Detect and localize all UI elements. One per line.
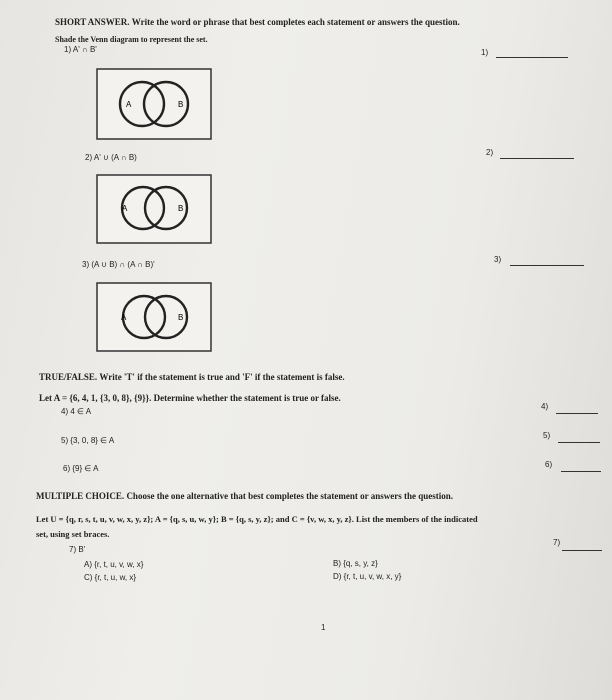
- multiple-choice-set-definition-cont: set, using set braces.: [36, 529, 110, 539]
- answer-blank-4[interactable]: [556, 413, 598, 414]
- question-2: 2) A' ∪ (A ∩ B): [85, 153, 137, 162]
- short-answer-text: Write the word or phrase that best completes each statement or answers the question.: [131, 17, 460, 27]
- question-1: 1) A' ∩ B': [64, 45, 97, 54]
- multiple-choice-heading: MULTIPLE CHOICE.: [36, 491, 125, 501]
- answer-blank-1[interactable]: [496, 57, 568, 58]
- answer-label-5: 5): [543, 431, 551, 440]
- option-a[interactable]: A) {r, t, u, v, w, x}: [84, 560, 144, 569]
- answer-blank-3[interactable]: [510, 265, 584, 266]
- option-b[interactable]: B) {q, s, y, z}: [333, 559, 378, 568]
- set-a-label: A: [122, 204, 128, 213]
- answer-blank-6[interactable]: [561, 471, 601, 472]
- answer-blank-5[interactable]: [558, 442, 600, 443]
- multiple-choice-instructions: MULTIPLE CHOICE. Choose the one alternative that best completes the statement or answers the question.: [36, 491, 453, 501]
- answer-label-6: 6): [545, 460, 553, 469]
- answer-blank-7[interactable]: [562, 550, 602, 551]
- question-7: 7) B': [69, 545, 86, 554]
- answer-label-4: 4): [541, 402, 549, 411]
- answer-label-7: 7): [553, 538, 561, 547]
- question-4: 4) 4 ∈ A: [61, 407, 92, 416]
- universal-set-rect: [97, 69, 211, 139]
- true-false-set-definition: Let A = {6, 4, 1, {3, 0, 8}, {9}}. Determine whether the statement is true or false.: [39, 393, 341, 403]
- multiple-choice-set-definition: Let U = {q, r, s, t, u, v, w, x, y, z}; A = {q, s, u, w, y}; B = {q, s, y, z}; and C = {v, w, x, y, z}. List the members of the indicated: [36, 514, 478, 524]
- short-answer-heading: SHORT ANSWER.: [55, 17, 130, 27]
- option-d[interactable]: D) {r, t, u, v, w, x, y}: [333, 572, 402, 581]
- answer-blank-2[interactable]: [500, 158, 574, 159]
- question-5: 5) {3, 0, 8} ∈ A: [61, 436, 115, 445]
- universal-set-rect: [97, 283, 211, 351]
- set-b-label: B: [178, 100, 184, 109]
- short-answer-instructions: [55, 17, 460, 27]
- true-false-instructions: TRUE/FALSE. Write 'T' if the statement is true and 'F' if the statement is false.: [39, 372, 345, 382]
- set-b-label: B: [178, 313, 184, 322]
- option-c[interactable]: C) {r, t, u, w, x}: [84, 573, 137, 582]
- set-a-label: A: [126, 100, 132, 109]
- true-false-heading: TRUE/FALSE.: [39, 372, 98, 382]
- shade-instruction: Shade the Venn diagram to represent the set.: [55, 35, 208, 44]
- set-a-label: A: [121, 313, 127, 322]
- question-6: 6) {9} ∈ A: [63, 464, 99, 473]
- venn-diagram-2[interactable]: [96, 174, 212, 244]
- venn-diagram-3[interactable]: [96, 282, 212, 352]
- answer-label-2: 2): [486, 148, 494, 157]
- universal-set-rect: [97, 175, 211, 243]
- answer-label-1: 1): [481, 48, 489, 57]
- set-b-label: B: [178, 204, 184, 213]
- page-number: 1: [321, 623, 326, 632]
- venn-diagram-1[interactable]: [96, 68, 212, 140]
- question-3: 3) (A ∪ B) ∩ (A ∩ B)': [82, 260, 155, 269]
- answer-label-3: 3): [494, 255, 502, 264]
